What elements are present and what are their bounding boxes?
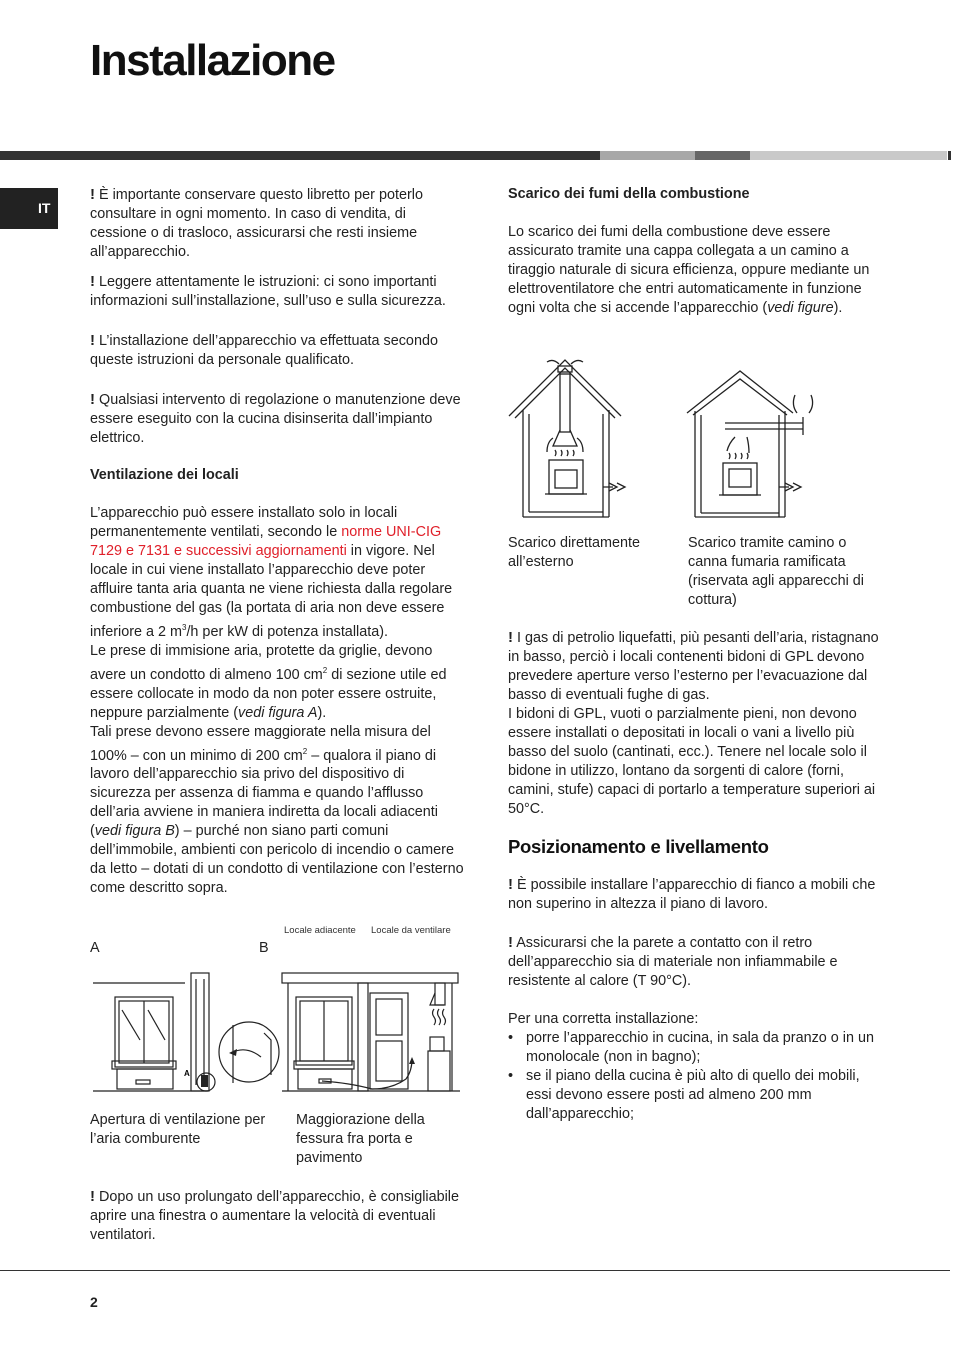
language-tab: IT (0, 188, 58, 229)
section-heading-positioning: Posizionamento e livellamento (508, 836, 769, 857)
page-title: Installazione (90, 36, 335, 85)
ventilation-text: Tali prese devono essere maggiorate nella misura del 100% – con un minimo di 200 $cm^2$ – qualora il piano di lavoro dell’apparecchio sia privo del dispositivo di sicurezza per assenza di fiamma e quando l’afflusso dell’aria avviene in maniera indiretta da locali adiacenti (vedi figura B) – purché non siano parti comuni dell’immobile, ambienti con pericolo di incendio o camere da letto – dotati di un condotto di ventilazione con l’esterno come descritto sopra. (90, 723, 464, 897)
right-column-top (508, 185, 882, 318)
figure-label-b: B (259, 940, 269, 956)
left-column (90, 185, 464, 898)
figure-b-door-gap (280, 965, 465, 1100)
figure-small-label-a: A (184, 1069, 190, 1078)
positioning-warning: ! Assicurarsi che la parete a contatto con il retro dell’apparecchio sia di materiale non infiammabile e resistente al calore (T 90°C). (508, 934, 838, 989)
figure-label-room-to-ventilate: Locale da ventilare (371, 925, 451, 936)
section-heading-ventilation: Ventilazione dei locali (90, 467, 239, 483)
figure-label-adjacent-room: Locale adiacente (284, 925, 356, 936)
page-number: 2 (90, 1294, 98, 1310)
gpl-warning: ! I gas di petrolio liquefatti, più pesanti dell’aria, ristagnano in basso, perciò i locali contenenti bidoni di GPL devono prevedere aperture verso l’esterno per l’evacuazione dal basso di eventuali fughe di gas. (508, 629, 879, 703)
right-column-bottom (508, 628, 882, 1124)
list-item: • porre l’apparecchio in cucina, in sala da pranzo o in un monolocale (non in bagno); (508, 1030, 874, 1065)
warning-paragraph: ! È importante conservare questo libretto per poterlo consultare in ogni momento. In caso di vendita, di cessione o di trasloco, assicurarsi che resti insieme all’apparecchio. (90, 186, 423, 260)
figure-label-a: A (90, 940, 100, 956)
installation-intro: Per una corretta installazione: (508, 1011, 699, 1027)
warning-paragraph: ! L’installazione dell’apparecchio va effettuata secondo queste istruzioni da personale qualificato. (90, 332, 438, 368)
warning-paragraph: ! Dopo un uso prolungato dell’apparecchio, è consigliabile aprire una finestra o aumentare la velocità di eventuali ventilatori. (90, 1188, 460, 1243)
figure-direct-exhaust (505, 352, 630, 522)
warning-paragraph: ! Leggere attentamente le istruzioni: ci sono importanti informazioni sull’installazione, sull’uso e sulla sicurezza. (90, 273, 446, 309)
warning-paragraph: ! Qualsiasi intervento di regolazione o manutenzione deve essere eseguito con la cucina disinserita dall’impianto elettrico. (90, 391, 461, 446)
figure-a-ventilation-opening (88, 965, 283, 1100)
section-heading-exhaust: Scarico dei fumi della combustione (508, 186, 750, 202)
ventilation-text: Le prese di immisione aria, protette da griglie, devono avere un condotto di almeno 100 $cm^2$ di sezione utile ed essere collocate in modo da non poter essere ostruite, neppure parzialmente (vedi figura A). (90, 642, 447, 721)
list-item: • se il piano della cucina è più alto di quello dei mobili, essi devono essere posti ad almeno 200 mm dall’apparecchio; (508, 1068, 860, 1122)
figure-chimney-exhaust (685, 365, 825, 525)
caption-figure-a: Apertura di ventilazione per l’aria comburente (90, 1112, 266, 1147)
caption-direct-exhaust: Scarico direttamente all’esterno (508, 535, 640, 570)
ventilation-text: L’apparecchio può essere installato solo in locali permanentemente ventilati, secondo le norme UNI-CIG 7129 e 7131 e successivi aggiornamenti in vigore. Nel locale in cui viene installato l’apparecchio deve poter affluire tanta aria quanta ne viene richiesta dalla regolare combustione del gas (la portata di aria non deve essere inferiore a 2 $m^3/h$ per kW di potenza installata). (90, 505, 453, 640)
exhaust-text: Lo scarico dei fumi della combustione deve essere assicurato tramite una cappa collegata a un camino a tiraggio naturale di sicura efficienza, oppure mediante un elettroventilatore che entri automaticamente in funzione ogni volta che si accende l’apparecchio (vedi figure). (508, 224, 870, 316)
gpl-text: I bidoni di GPL, vuoti o parzialmente pieni, non devono essere installati o depositati in locali o vani a livello più basso del suolo (cantinati, ecc.). Tenere nel locale solo il bidone in utilizzo, lontano da sorgenti di calore (forni, camini, stufe) capaci di portarlo a temperature superiori ai 50°C. (508, 706, 876, 817)
caption-chimney-exhaust: Scarico tramite camino o canna fumaria ramificata (riservata agli apparecchi di cottura) (688, 535, 864, 608)
footer-divider (0, 1270, 950, 1271)
caption-figure-b: Maggiorazione della fessura fra porta e pavimento (296, 1112, 425, 1166)
norm-link[interactable]: norme UNI-CIG 7129 e 7131 e successivi aggiornamenti (90, 524, 442, 559)
positioning-warning: ! È possibile installare l’apparecchio di fianco a mobili che non superino in altezza il piano di lavoro. (508, 876, 876, 912)
